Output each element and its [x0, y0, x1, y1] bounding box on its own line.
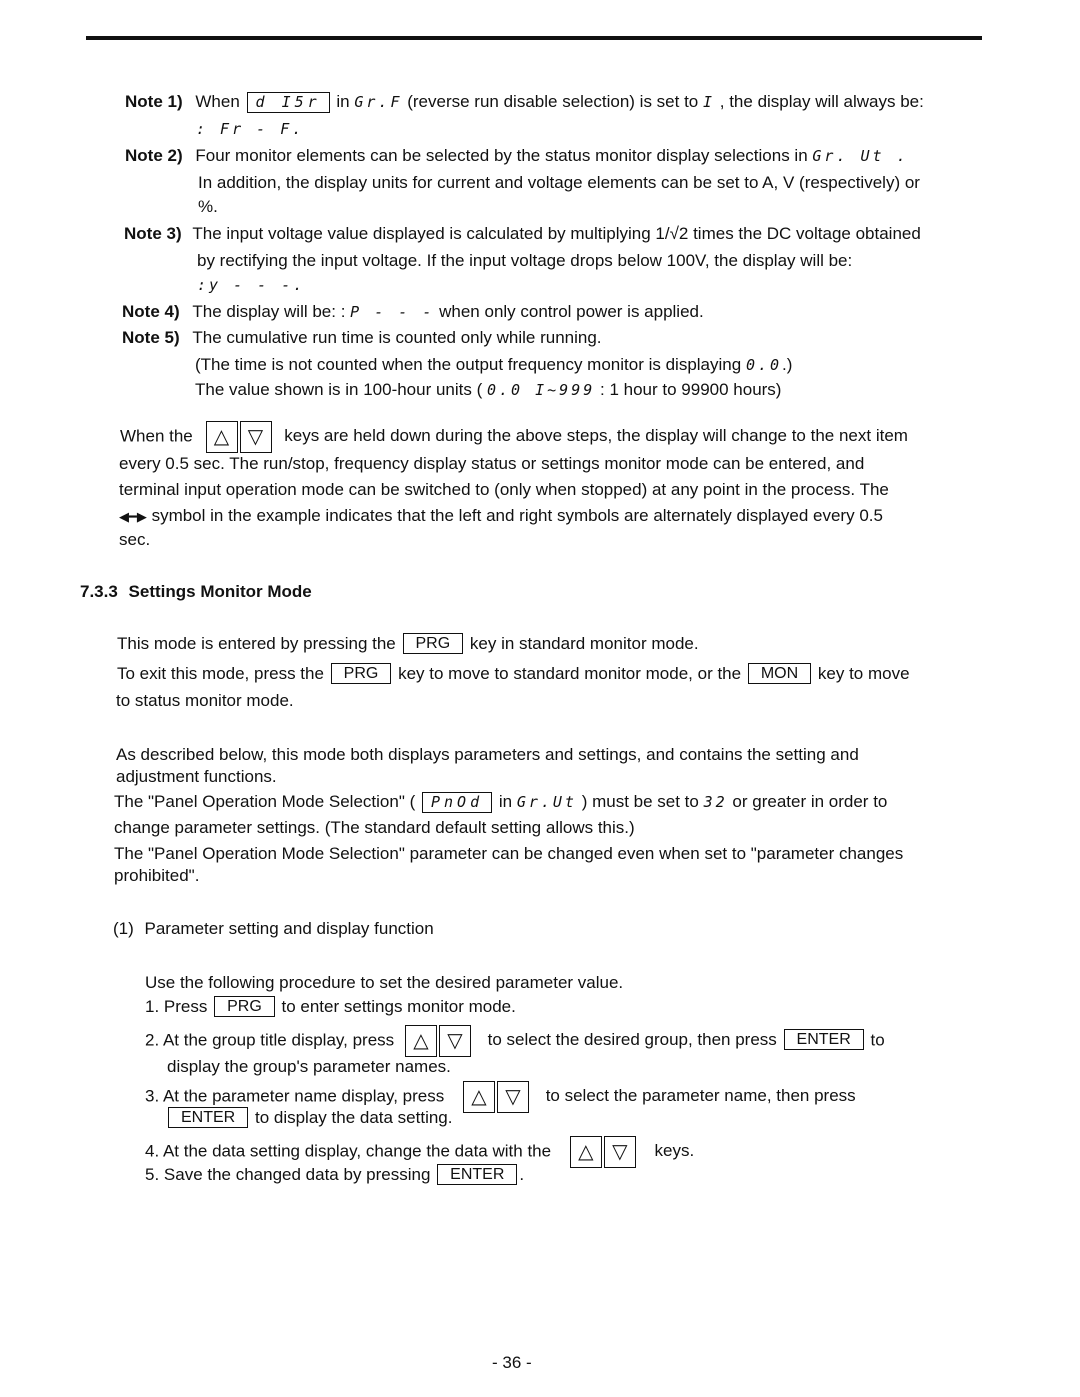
note-2-line3: %.	[198, 197, 218, 216]
para-text: symbol in the example indicates that the left and right symbols are alternately displayed every 0.5	[151, 506, 883, 525]
subsection-heading	[113, 917, 434, 941]
note-text: When	[195, 92, 240, 111]
desc-line6: prohibited".	[114, 866, 200, 885]
up-arrow-icon: △	[206, 421, 238, 453]
desc-line1: As described below, this mode both displays parameters and settings, and contains the setting and	[116, 745, 859, 764]
intro-text: key to move to standard monitor mode, or the	[398, 664, 742, 683]
step-text: to enter settings monitor mode.	[281, 997, 516, 1016]
step-text: keys.	[654, 1141, 695, 1161]
note-1-display: : Fr - F.	[196, 120, 305, 138]
note-text: The cumulative run time is counted only while running.	[192, 328, 602, 347]
display-code: PnOd	[422, 792, 492, 813]
para-keys-line3: terminal input operation mode can be switched to (only when stopped) at any point in the process. The	[119, 480, 889, 499]
down-arrow-icon: ▽	[240, 421, 272, 453]
display-code: Gr.F	[354, 93, 403, 111]
mon-key: MON	[748, 663, 811, 684]
intro-text: key to move	[817, 664, 910, 683]
up-arrow-icon: △	[570, 1136, 602, 1168]
step-text: to	[870, 1030, 885, 1050]
page-number: - 36 -	[492, 1353, 532, 1372]
note-2	[125, 144, 909, 168]
desc-text: ) must be set to	[581, 792, 699, 811]
desc-text: The "Panel Operation Mode Selection" (	[114, 792, 416, 811]
section-title: Settings Monitor Mode	[128, 582, 312, 601]
note-text: : 1 hour to 99900 hours)	[600, 380, 782, 399]
step-text: to select the parameter name, then press	[545, 1086, 856, 1106]
step-3-line2	[166, 1106, 453, 1130]
desc-line2: adjustment functions.	[116, 767, 277, 786]
para-text: keys are held down during the above steps, the display will change to the next item	[284, 426, 908, 446]
note-text: Four monitor elements can be selected by the status monitor display selections in	[195, 146, 808, 165]
display-code: I	[703, 93, 716, 111]
up-arrow-icon: △	[463, 1081, 495, 1113]
para-text: When the	[120, 426, 193, 446]
intro-line3: to status monitor mode.	[116, 691, 294, 710]
note-text: .)	[782, 355, 793, 374]
desc-line5: The "Panel Operation Mode Selection" parameter can be changed even when set to "parameter changes	[114, 844, 904, 863]
prg-key: PRG	[331, 663, 392, 684]
prg-key: PRG	[214, 996, 275, 1017]
display-code: Gr.Ut	[516, 793, 577, 811]
note-text: (The time is not counted when the output frequency monitor is displaying	[195, 355, 742, 374]
display-code: Gr. Ut .	[812, 147, 909, 165]
note-2-line2: In addition, the display units for current and voltage elements can be set to A, V (respectively) or	[198, 173, 920, 192]
subsection-title: Parameter setting and display function	[144, 919, 434, 938]
desc-text: or greater in order to	[732, 792, 888, 811]
section-heading	[80, 580, 312, 604]
intro-line1	[117, 632, 699, 656]
note-label: Note 3)	[124, 224, 182, 243]
display-code: P - - -	[350, 303, 435, 321]
note-text: The display will be: :	[192, 302, 346, 321]
display-code: 0.0 I~999	[487, 381, 596, 399]
enter-key: ENTER	[784, 1029, 864, 1050]
step-text: to select the desired group, then press	[487, 1030, 777, 1050]
step-2	[145, 1025, 885, 1057]
note-text: , the display will always be:	[719, 92, 924, 111]
intro-line2	[117, 662, 910, 686]
enter-key: ENTER	[168, 1107, 248, 1128]
note-label: Note 2)	[125, 146, 183, 165]
down-arrow-icon: ▽	[439, 1025, 471, 1057]
desc-line4: change parameter settings. (The standard default setting allows this.)	[114, 818, 635, 837]
note-4	[122, 300, 704, 324]
alternate-arrow-icon: ◀━▶	[119, 509, 147, 524]
intro-text: This mode is entered by pressing the	[117, 634, 396, 653]
step-5	[145, 1163, 524, 1187]
step-text: to display the data setting.	[254, 1108, 453, 1127]
note-text: The input voltage value displayed is calculated by multiplying 1/√2 times the DC voltage obtained	[192, 224, 921, 243]
note-5-line2	[195, 353, 792, 377]
enter-key: ENTER	[437, 1164, 517, 1185]
para-keys-line1	[120, 421, 908, 453]
desc-text: in	[498, 792, 513, 811]
note-text: in	[336, 92, 350, 111]
note-label: Note 4)	[122, 302, 180, 321]
step-text: 3. At the parameter name display, press	[145, 1086, 445, 1106]
display-code: d I5r	[247, 92, 330, 113]
note-text: The value shown is in 100-hour units (	[195, 380, 483, 399]
display-code: 0.0	[745, 356, 783, 374]
note-label: Note 1)	[125, 92, 183, 111]
top-rule	[86, 36, 982, 40]
note-5	[122, 326, 602, 350]
note-text: when only control power is applied.	[439, 302, 704, 321]
para-keys-line4	[119, 504, 883, 529]
note-label: Note 5)	[122, 328, 180, 347]
desc-line3	[114, 790, 887, 814]
step-text: .	[519, 1165, 525, 1184]
step-1	[145, 995, 516, 1019]
steps-intro: Use the following procedure to set the desired parameter value.	[145, 973, 624, 992]
para-keys-line5: sec.	[119, 530, 151, 549]
para-keys-line2: every 0.5 sec. The run/stop, frequency display status or settings monitor mode can be entered, and	[119, 454, 865, 473]
subsection-number: (1)	[113, 919, 134, 938]
intro-text: To exit this mode, press the	[117, 664, 324, 683]
note-1	[125, 90, 924, 114]
down-arrow-icon: ▽	[604, 1136, 636, 1168]
display-code: 32	[703, 793, 728, 811]
step-text: 4. At the data setting display, change the data with the	[145, 1141, 552, 1161]
step-text: 2. At the group title display, press	[145, 1030, 395, 1050]
prg-key: PRG	[403, 633, 464, 654]
step-text: 1. Press	[145, 997, 208, 1016]
note-text: (reverse run disable selection) is set to	[407, 92, 699, 111]
step-text: 5. Save the changed data by pressing	[145, 1165, 431, 1184]
note-3-display: :y - - -.	[197, 276, 306, 294]
down-arrow-icon: ▽	[497, 1081, 529, 1113]
up-arrow-icon: △	[405, 1025, 437, 1057]
intro-text: key in standard monitor mode.	[469, 634, 699, 653]
note-5-line3	[195, 378, 781, 402]
note-3-line2: by rectifying the input voltage. If the input voltage drops below 100V, the display will be:	[197, 251, 853, 270]
note-3	[124, 222, 921, 246]
section-number: 7.3.3	[80, 582, 118, 601]
step-2-line2: display the group's parameter names.	[167, 1057, 451, 1076]
